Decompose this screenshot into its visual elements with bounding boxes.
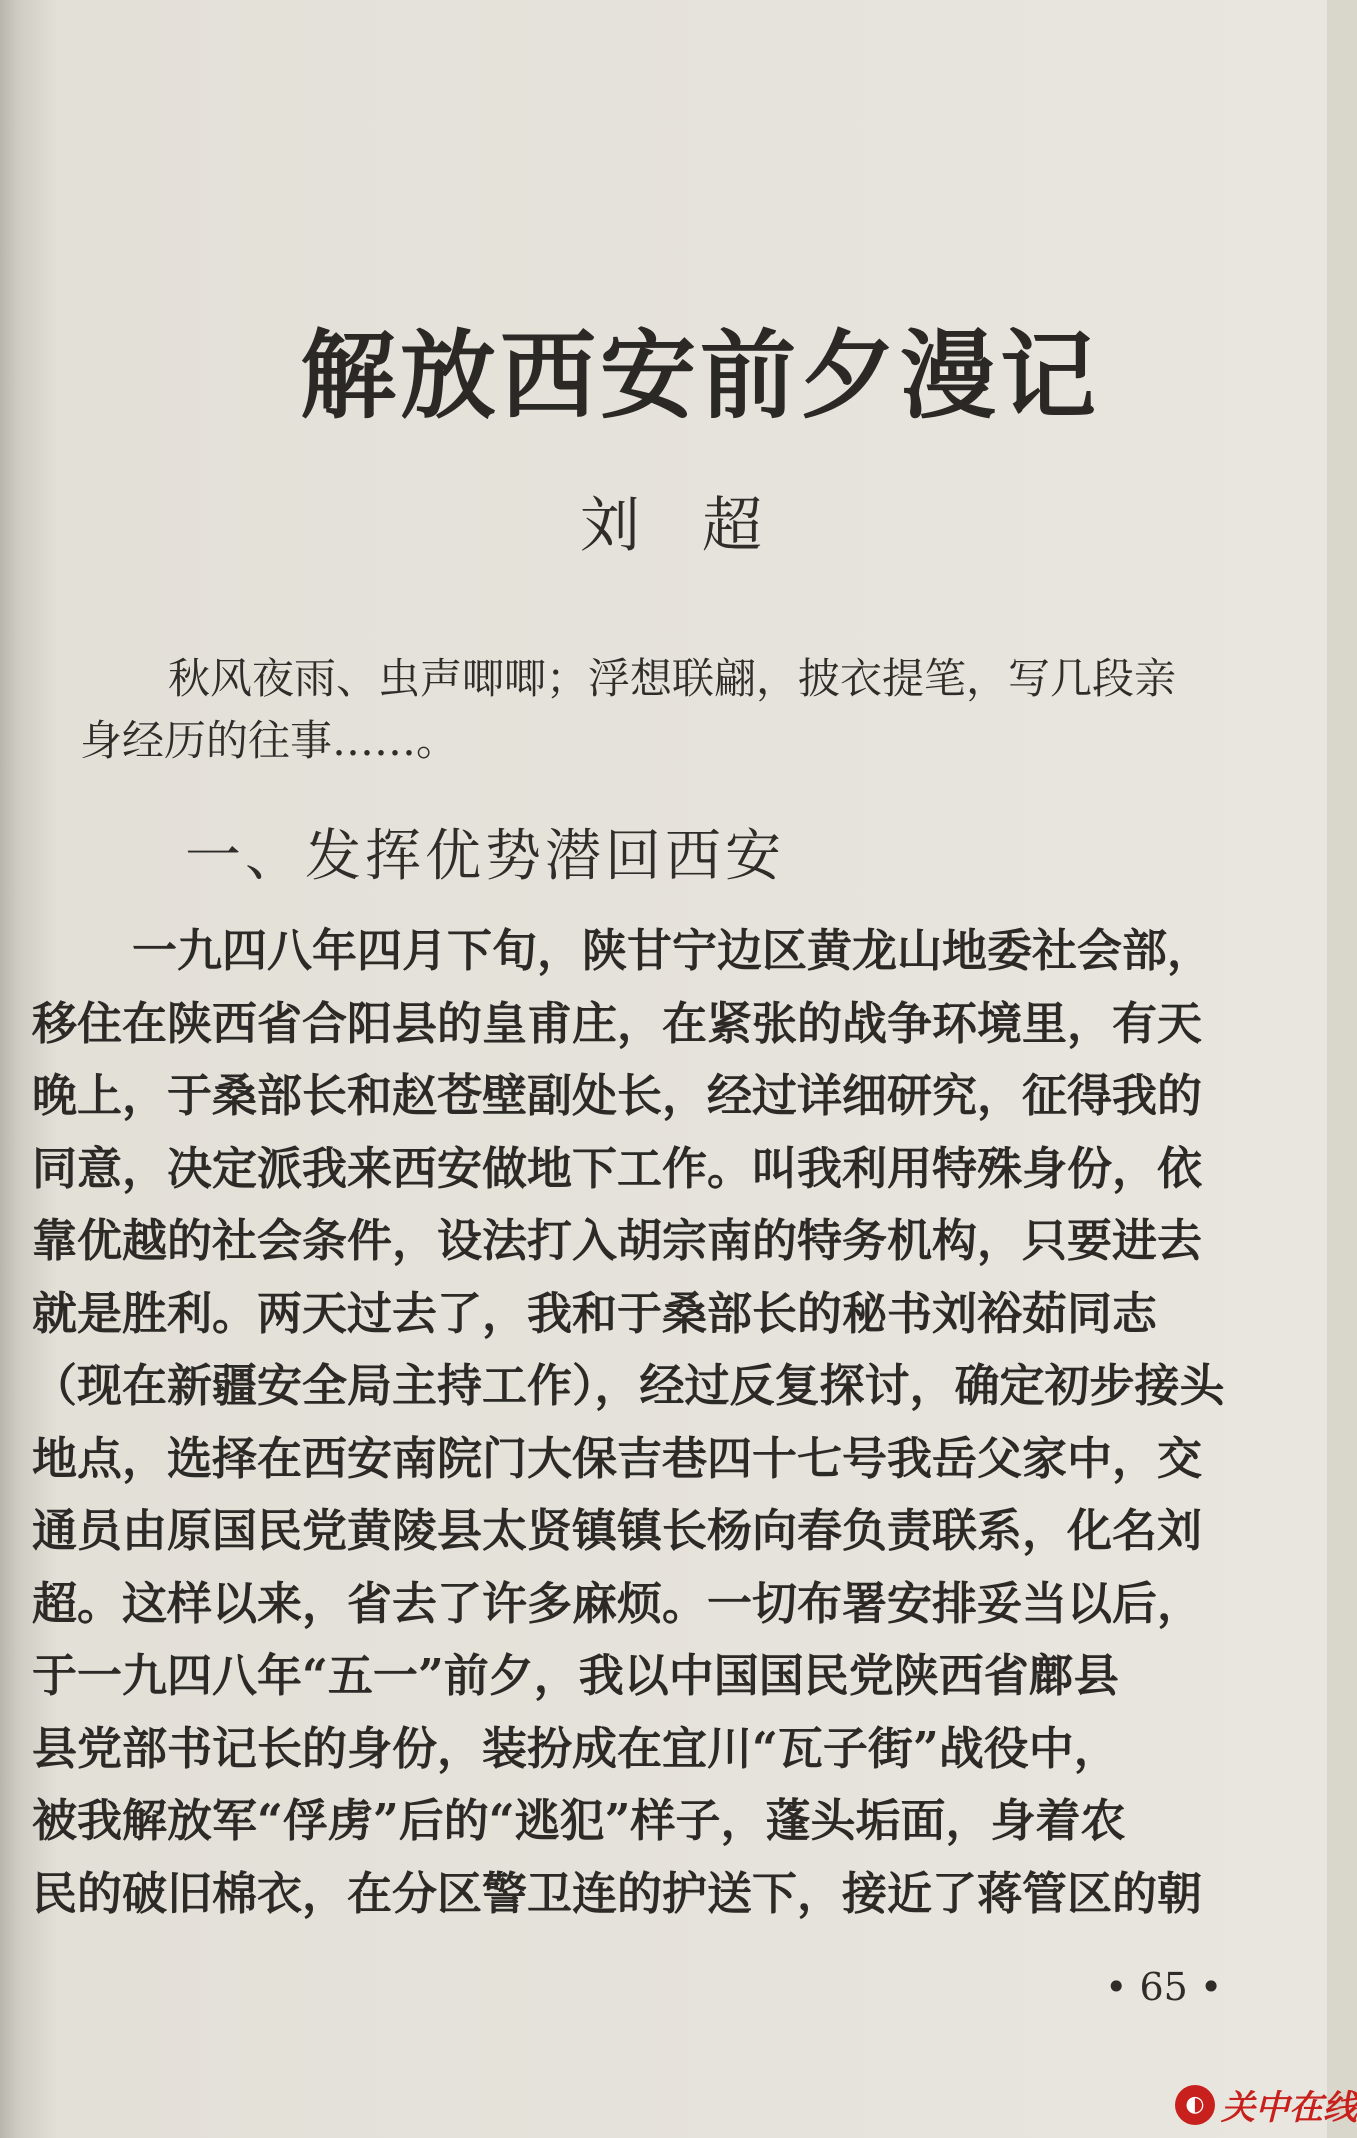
body-line: 一九四八年四月下旬，陕甘宁边区黄龙山地委社会部， bbox=[132, 924, 1213, 977]
body-line: 县党部书记长的身份，装扮成在宜川“瓦子街”战役中， bbox=[32, 1721, 1119, 1775]
body-paragraph bbox=[32, 915, 1277, 1930]
article-title: 解放西安前夕漫记 bbox=[300, 319, 1100, 432]
book-gutter bbox=[0, 0, 18, 2138]
watermark-text: 关中在线 bbox=[1221, 2088, 1357, 2128]
intro-line-1: 秋风夜雨、虫声唧唧；浮想联翩，披衣提笔，写几段亲 bbox=[168, 654, 1177, 703]
body-line: 同意，决定派我来西安做地下工作。叫我利用特殊身份，依 bbox=[32, 1141, 1203, 1195]
body-line: （现在新疆安全局主持工作），经过反复探讨，确定初步接头 bbox=[32, 1359, 1225, 1412]
body-line: 于一九四八年“五一”前夕，我以中国国民党陕西省鄜县 bbox=[32, 1649, 1119, 1702]
watermark bbox=[1175, 2080, 1357, 2129]
intro-line-2: 身经历的往事……。 bbox=[80, 716, 459, 765]
body-line: 民的破旧棉衣，在分区警卫连的护送下，接近了蒋管区的朝 bbox=[32, 1866, 1203, 1920]
body-line: 移住在陕西省合阳县的皇甫庄，在紧张的战争环境里，有天 bbox=[32, 996, 1203, 1050]
author-name: 刘超 bbox=[580, 491, 824, 561]
body-line: 超。这样以来，省去了许多麻烦。一切布署安排妥当以后， bbox=[32, 1576, 1203, 1630]
section-heading: 一、发挥优势潜回西安 bbox=[185, 824, 785, 889]
body-line: 靠优越的社会条件，设法打入胡宗南的特务机构，只要进去 bbox=[32, 1214, 1203, 1267]
body-line: 通员由原国民党黄陵县太贤镇镇长杨向春负责联系，化名刘 bbox=[32, 1504, 1203, 1557]
page-number: • 65 • bbox=[1105, 1965, 1223, 2009]
watermark-logo-icon: ◐ bbox=[1175, 2085, 1215, 2125]
body-line: 地点，选择在西安南院门大保吉巷四十七号我岳父家中，交 bbox=[32, 1431, 1203, 1485]
body-line: 就是胜利。两天过去了，我和于桑部长的秘书刘裕茹同志 bbox=[32, 1286, 1158, 1340]
intro-paragraph bbox=[80, 648, 1240, 772]
body-line: 晚上，于桑部长和赵苍壁副处长，经过详细研究，征得我的 bbox=[32, 1069, 1203, 1122]
body-line: 被我解放军“俘虏”后的“逃犯”样子，蓬头垢面，身着农 bbox=[32, 1794, 1126, 1847]
